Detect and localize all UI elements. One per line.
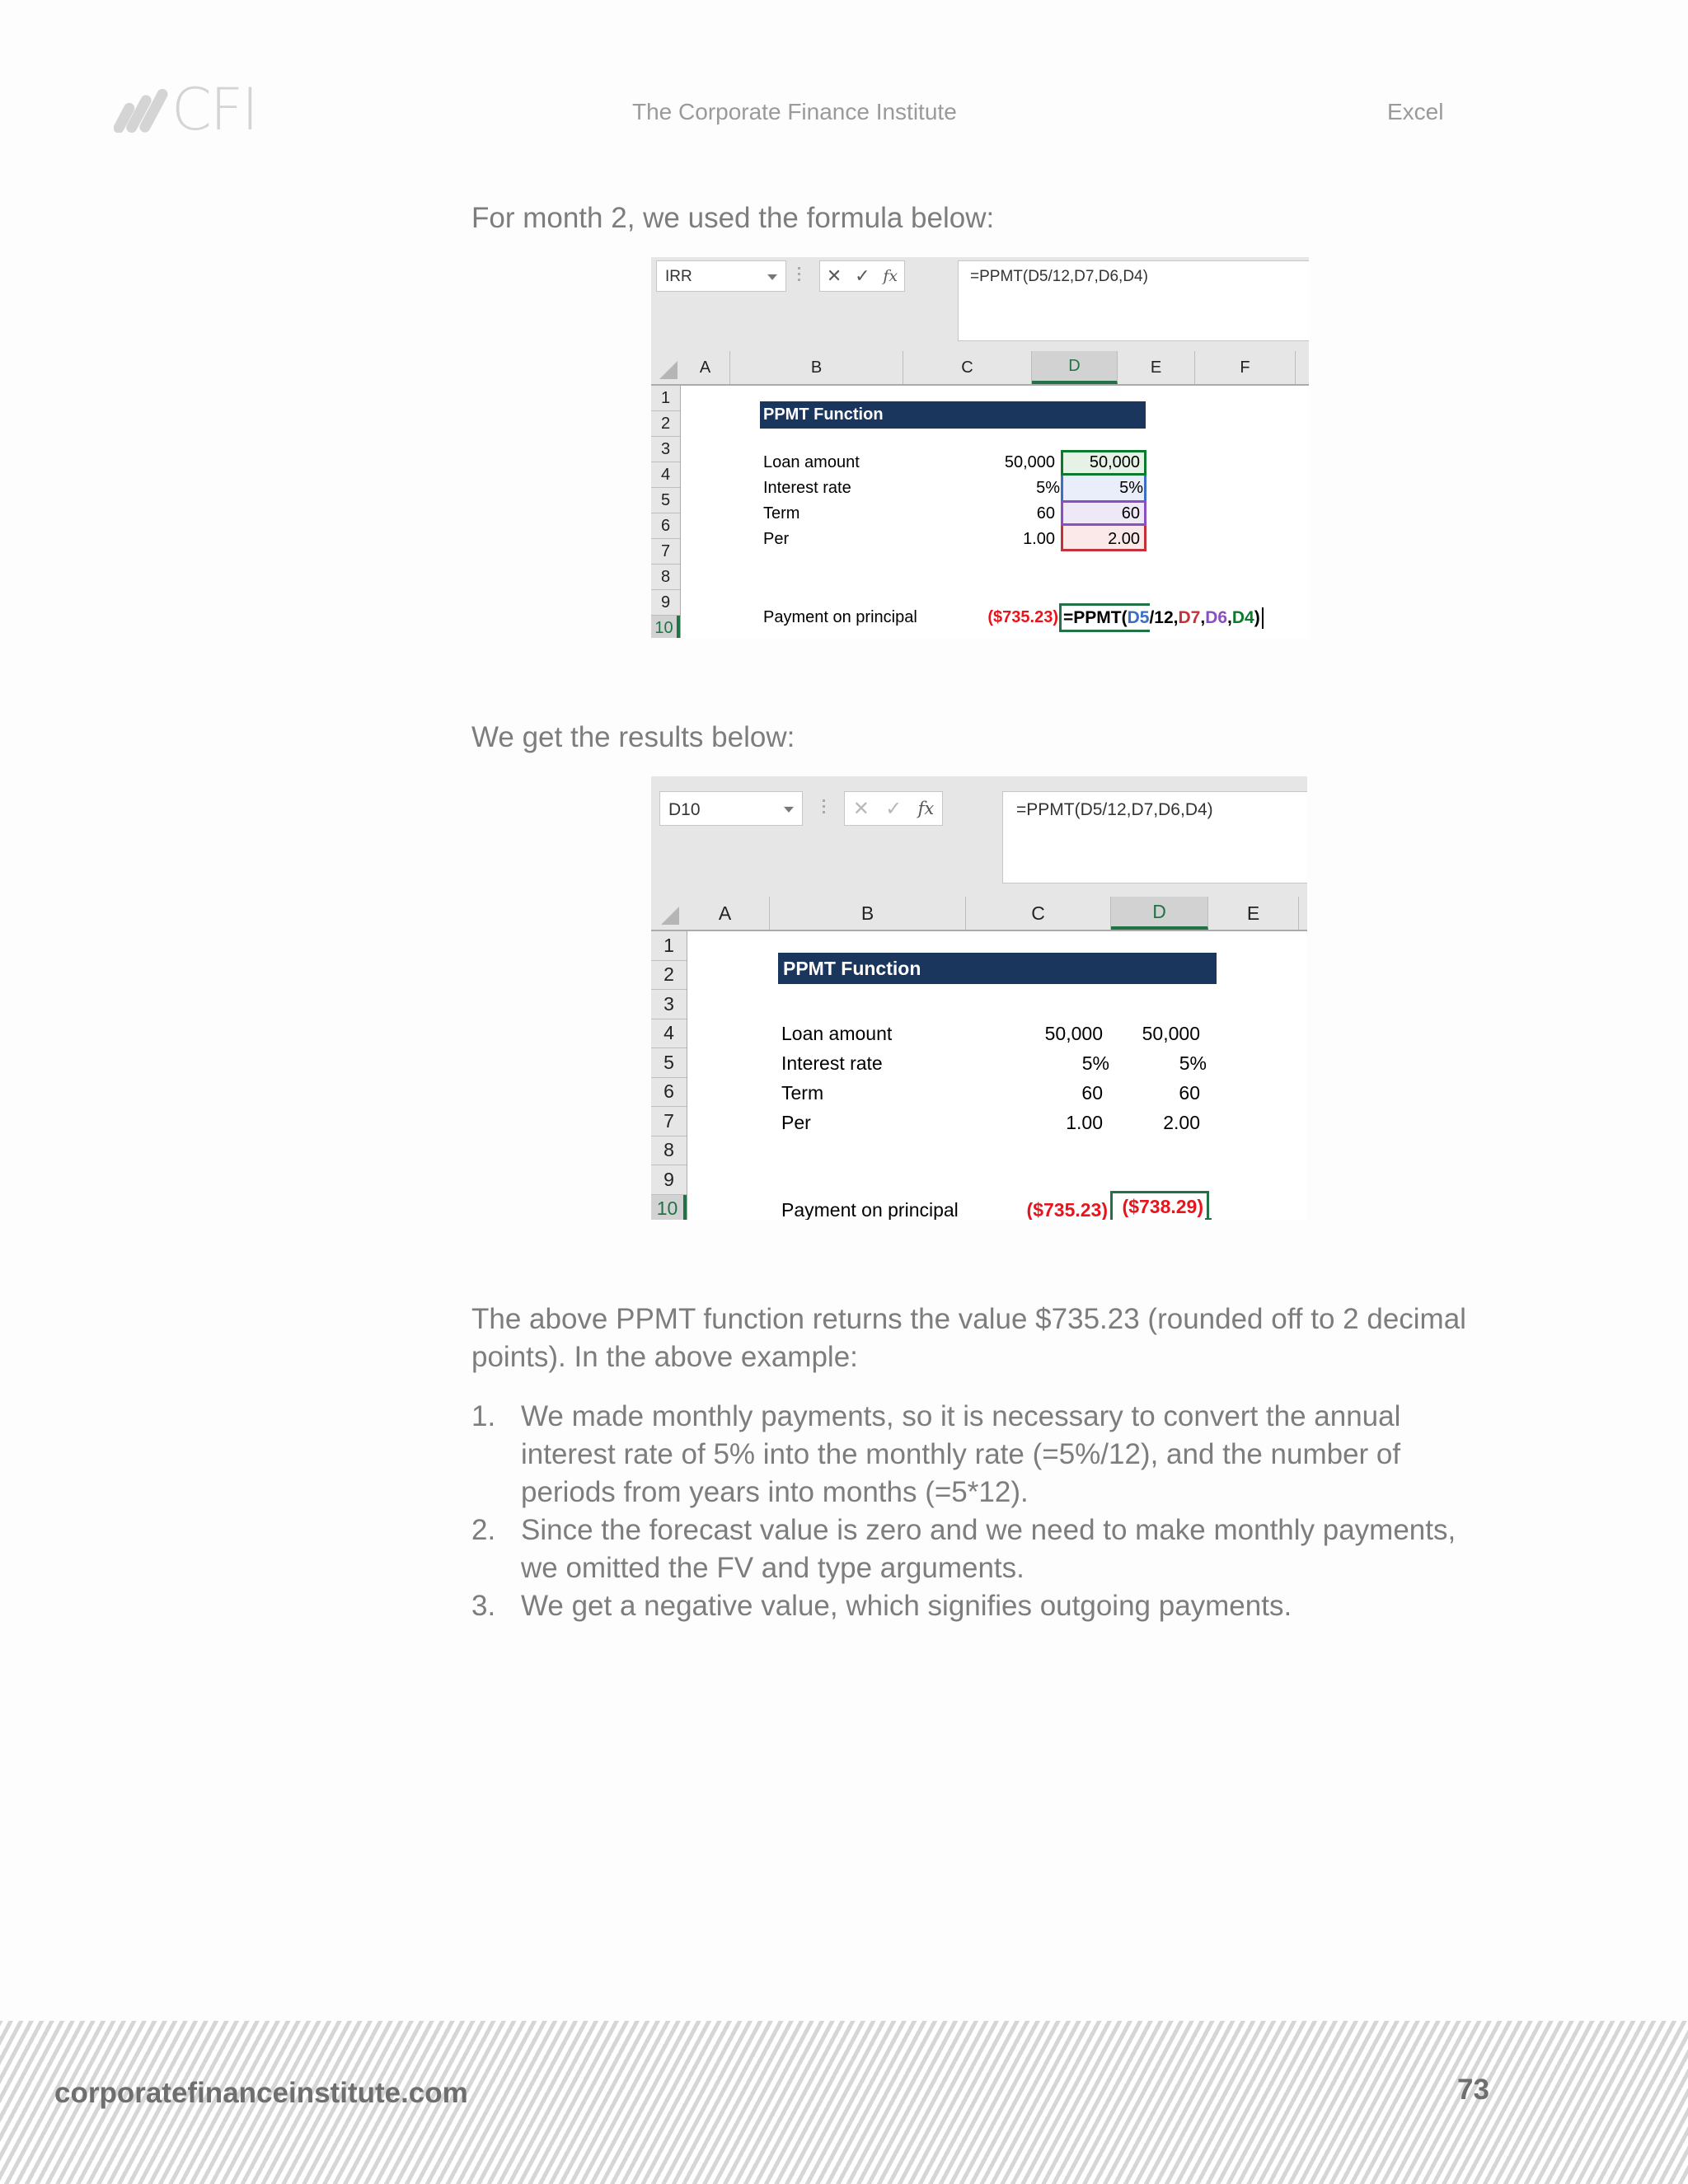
formula-bar-input[interactable]: [1002, 791, 1307, 883]
insert-function-icon[interactable]: fx: [917, 799, 935, 818]
cell-d7[interactable]: 2.00: [1163, 1111, 1200, 1133]
drag-handle-icon[interactable]: [798, 267, 801, 284]
row-header[interactable]: 9: [651, 590, 680, 616]
cell-c4[interactable]: 50,000: [1004, 453, 1055, 471]
formula-buttons: [844, 791, 943, 826]
chevron-down-icon[interactable]: [784, 807, 794, 813]
row-header[interactable]: 8: [651, 1137, 687, 1166]
select-all-corner-icon[interactable]: [659, 361, 678, 379]
select-all-corner-icon[interactable]: [661, 907, 679, 925]
cell-c6[interactable]: 60: [1036, 504, 1055, 523]
column-header-e[interactable]: E: [1208, 897, 1299, 930]
row-headers: [651, 386, 681, 638]
list-text: Since the forecast value is zero and we need to make monthly payments, we omitted the FV and type arguments.: [521, 1514, 1456, 1584]
chevron-down-icon[interactable]: [767, 274, 777, 280]
header-title: The Corporate Finance Institute: [632, 99, 957, 124]
column-header-c[interactable]: C: [966, 897, 1111, 930]
cancel-icon[interactable]: ✕: [852, 797, 870, 820]
row-header[interactable]: 6: [651, 1078, 687, 1108]
cell-d6[interactable]: 60: [1179, 1081, 1200, 1104]
cell-d7[interactable]: 2.00: [1108, 530, 1140, 548]
row-header[interactable]: 5: [651, 488, 680, 513]
label-term[interactable]: Term: [763, 504, 800, 523]
row-header[interactable]: 7: [651, 1107, 687, 1137]
column-header-b[interactable]: B: [730, 351, 903, 384]
cell-d10-formula-edit[interactable]: =PPMT( D5 /12, D7 , D6 , D4 ): [1063, 605, 1264, 630]
row-header[interactable]: 2: [651, 961, 687, 991]
formula-bar-text: =PPMT(D5/12,D7,D6,D4): [970, 268, 1148, 285]
row-header[interactable]: 3: [651, 437, 680, 462]
column-header-c[interactable]: C: [903, 351, 1032, 384]
cell-c6[interactable]: 60: [1081, 1081, 1103, 1104]
cancel-icon[interactable]: ✕: [826, 265, 842, 286]
excel-screenshot-results: [651, 776, 1307, 1220]
list-number: 2.: [471, 1514, 496, 1546]
row-header[interactable]: 1: [651, 931, 687, 961]
logo-text: CFI: [171, 76, 257, 143]
name-box-value: IRR: [665, 268, 692, 285]
results-paragraph: We get the results below:: [471, 721, 795, 753]
page-footer: [0, 2021, 1688, 2184]
row-header[interactable]: 3: [651, 990, 687, 1019]
label-payment-on-principal[interactable]: Payment on principal: [763, 608, 917, 626]
name-box[interactable]: [659, 791, 803, 826]
row-header[interactable]: 6: [651, 513, 680, 539]
excel-screenshot-formula: [651, 257, 1309, 638]
intro-paragraph: For month 2, we used the formula below:: [471, 202, 995, 234]
list-text: We get a negative value, which signifies outgoing payments.: [521, 1590, 1292, 1622]
column-header-a[interactable]: A: [681, 351, 730, 384]
header-section: Excel: [1387, 99, 1444, 124]
text-cursor: [1262, 607, 1264, 629]
cell-d4[interactable]: 50,000: [1142, 1022, 1200, 1044]
row-header[interactable]: 1: [651, 386, 680, 411]
drag-handle-icon[interactable]: [823, 799, 826, 817]
column-header-row-true: [651, 897, 1307, 931]
footer-website-link[interactable]: corporatefinanceinstitute.com: [54, 2077, 468, 2109]
list-number: 3.: [471, 1590, 496, 1622]
cell-c10-result[interactable]: ($735.23): [987, 608, 1058, 626]
table-title-bar: PPMT Function: [760, 401, 1146, 429]
row-header-selected[interactable]: 10: [651, 1195, 687, 1221]
row-headers: [651, 931, 687, 1220]
cell-c5[interactable]: 5%: [1036, 479, 1060, 497]
column-header-b[interactable]: B: [770, 897, 966, 930]
cell-d4[interactable]: 50,000: [1089, 453, 1140, 471]
formula-bar-input[interactable]: [958, 260, 1309, 341]
cell-c5[interactable]: 5%: [1081, 1052, 1109, 1074]
cell-d6[interactable]: 60: [1121, 504, 1140, 523]
label-per[interactable]: Per: [763, 530, 790, 548]
cell-d10-result-selected[interactable]: ($738.29): [1110, 1191, 1209, 1220]
column-header-a[interactable]: A: [681, 897, 770, 930]
cell-c7[interactable]: 1.00: [1023, 530, 1055, 548]
label-loan-amount[interactable]: Loan amount: [763, 453, 860, 471]
column-headers: [651, 351, 1309, 386]
label-per[interactable]: Per: [781, 1111, 811, 1133]
row-header-selected[interactable]: 10: [651, 616, 680, 638]
label-interest-rate[interactable]: Interest rate: [763, 479, 851, 497]
list-item: [471, 1511, 1477, 1587]
list-item: [471, 1587, 1477, 1625]
name-box-value: D10: [668, 800, 701, 819]
row-header[interactable]: 2: [651, 411, 680, 437]
cell-c10-result[interactable]: ($735.23): [1026, 1198, 1108, 1220]
table-title-bar: PPMT Function: [778, 953, 1217, 984]
label-loan-amount[interactable]: Loan amount: [781, 1022, 893, 1044]
cfi-logo-stripes-icon: [114, 87, 168, 133]
cfi-logo: [114, 76, 257, 143]
row-header[interactable]: 5: [651, 1048, 687, 1078]
row-header[interactable]: 4: [651, 1019, 687, 1049]
fill-handle[interactable]: [1205, 1218, 1212, 1220]
column-header-f[interactable]: F: [1195, 351, 1296, 384]
list-text: We made monthly payments, so it is necessary to convert the annual interest rate of 5% into the monthly rate (=5%/12), and the number of periods from years into months (=5*12).: [521, 1400, 1401, 1508]
formula-buttons: [819, 260, 905, 292]
label-interest-rate[interactable]: Interest rate: [781, 1052, 883, 1074]
column-header-d[interactable]: D: [1032, 351, 1118, 384]
list-number: 1.: [471, 1400, 496, 1432]
row-header[interactable]: 8: [651, 565, 680, 590]
explanation-list: [471, 1398, 1477, 1625]
label-payment-on-principal[interactable]: Payment on principal: [781, 1198, 959, 1220]
cell-d5[interactable]: 5%: [1179, 1052, 1207, 1074]
insert-function-icon[interactable]: fx: [883, 267, 898, 285]
formula-bar-text: =PPMT(D5/12,D7,D6,D4): [1016, 800, 1213, 819]
cell-d5[interactable]: 5%: [1119, 479, 1143, 497]
list-item: [471, 1398, 1477, 1511]
name-box[interactable]: [656, 260, 786, 292]
row-header[interactable]: 4: [651, 462, 680, 488]
enter-check-icon[interactable]: ✓: [885, 797, 903, 820]
page-number: 73: [1457, 2074, 1489, 2106]
explanation-paragraph: The above PPMT function returns the value $735.23 (rounded off to 2 decimal points). In the above example:: [471, 1303, 1466, 1373]
row-header[interactable]: 9: [651, 1165, 687, 1195]
enter-check-icon[interactable]: ✓: [855, 265, 870, 286]
cell-c7[interactable]: 1.00: [1066, 1111, 1103, 1133]
row-header[interactable]: 7: [651, 539, 680, 565]
label-term[interactable]: Term: [781, 1081, 824, 1104]
column-header-e[interactable]: E: [1118, 351, 1195, 384]
cell-c4[interactable]: 50,000: [1044, 1022, 1103, 1044]
column-header-d[interactable]: D: [1111, 897, 1208, 930]
